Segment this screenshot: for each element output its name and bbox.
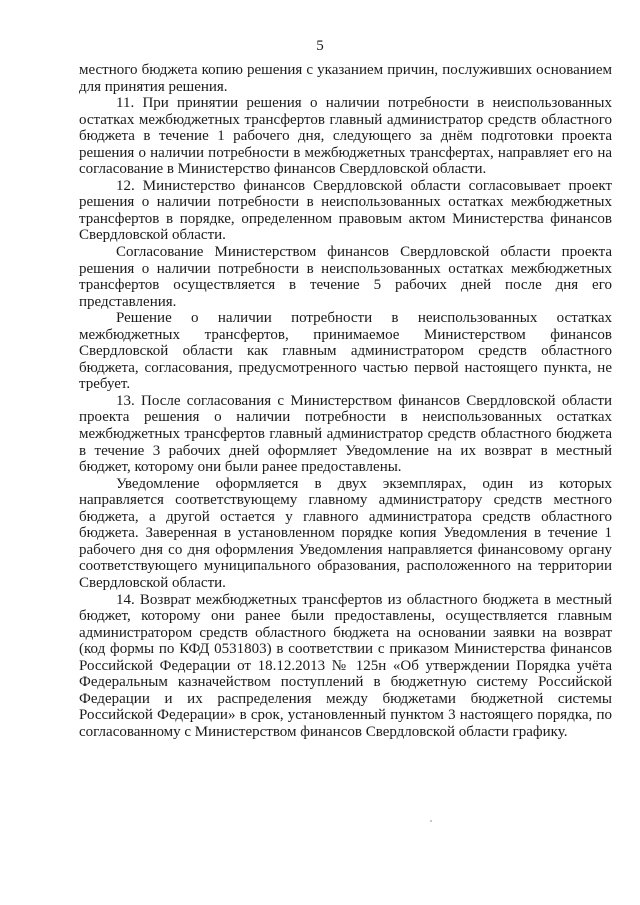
paragraph-item-13: 13. После согласования с Министерством финансов Свердловской области проекта решения о наличии потребности в неиспользованных остатках межбюджетных трансфертов главный администратор средств областного бюджета в течение 3 рабочих дней оформляет Уведомление на их возврат в местный бюджет, которому они были ранее предоставлены. bbox=[79, 392, 612, 476]
paragraph-approval-exemption: Решение о наличии потребности в неиспользованных остатках межбюджетных трансфертов, принимаемое Министерством финансов Свердловской области как главным администратором средств областного бюджета, согласования, предусмотренного частью первой настоящего пункта, не требует. bbox=[79, 310, 612, 393]
scan-speck bbox=[430, 820, 432, 822]
paragraph-item-14: 14. Возврат межбюджетных трансфертов из областного бюджета в местный бюджет, которому они ранее были предоставлены, осуществляется главным администратором средств областного бюджета на основании заявки на возврат (код формы по КФД 0531803) в соответствии с приказом Министерства финансов Российской Федерации от 18.12.2013 № 125н «Об утверждении Порядка учёта Федеральным казначейством поступлений в бюджетную систему Российской Федерации и их распределения между бюджетами бюджетной системы Российской Федерации» в срок, установленный пунктом 3 настоящего порядка, по согласованному с Министерством финансов Свердловской области графику. bbox=[79, 591, 612, 740]
paragraph-item-11: 11. При принятии решения о наличии потребности в неиспользованных остатках межбюджетных трансфертов главный администратор средств областного бюджета в течение 1 рабочего дня, следующего за днём подготовки проекта решения о наличии потребности в межбюджетных трансфертах, направляет его на согласование в Министерство финансов Свердловской области. bbox=[79, 95, 612, 178]
paragraph-notification: Уведомление оформляется в двух экземплярах, один из которых направляется соответствующему главному администратору средств местного бюджета, а другой остается у главного администратора средств областного бюджета. Заверенная в установленном порядке копия Уведомления в течение 1 рабочего дня со дня оформления Уведомления направляется финансовому органу соответствующего муниципального образования, расположенного на территории Свердловской области. bbox=[79, 475, 612, 591]
paragraph-item-12: 12. Министерство финансов Свердловской области согласовывает проект решения о наличии потребности в неиспользованных остатках межбюджетных трансфертов в порядке, определенном правовым актом Министерства финансов Свердловской области. bbox=[79, 177, 612, 244]
paragraph-continuation: местного бюджета копию решения с указанием причин, послуживших основанием для принятия решения. bbox=[79, 62, 612, 95]
document-body bbox=[79, 62, 612, 740]
paragraph-approval-term: Согласование Министерством финансов Свердловской области проекта решения о наличии потребности в неиспользованных остатках межбюджетных трансфертов осуществляется в течение 5 рабочих дней после дня его представления. bbox=[79, 244, 612, 310]
page-number: 5 bbox=[316, 38, 324, 54]
